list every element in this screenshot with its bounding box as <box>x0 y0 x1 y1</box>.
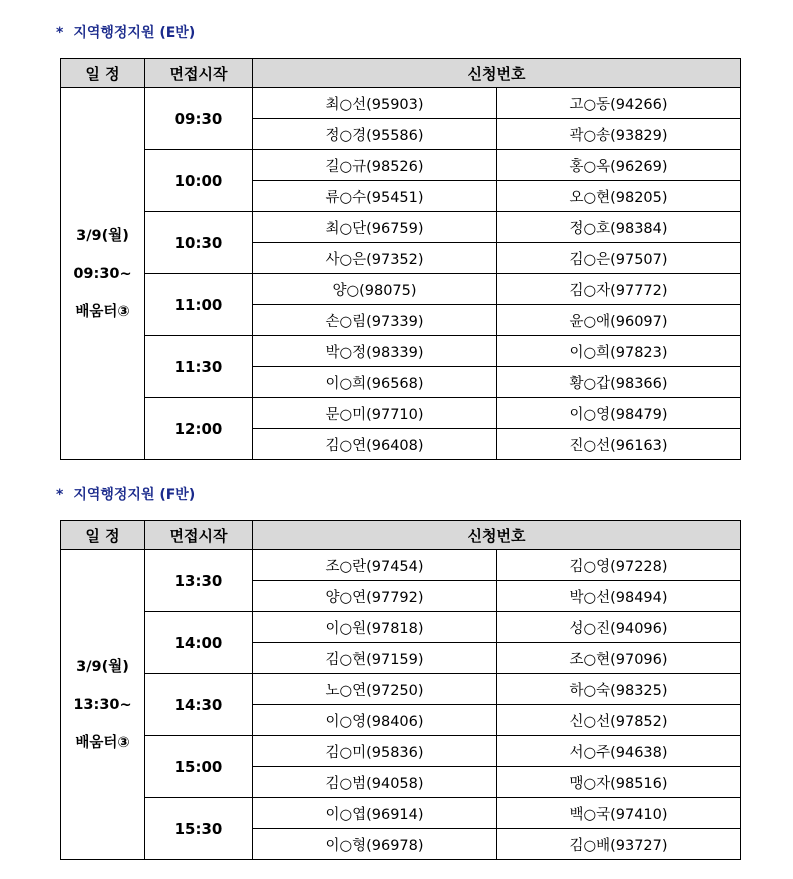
applicant-cell: 이○희(97823) <box>497 336 741 367</box>
schedule-table-f <box>60 520 741 860</box>
date-cell: 3/9(월) 09:30~ 배움터③ <box>61 88 145 460</box>
applicant-cell: 조○현(97096) <box>497 643 741 674</box>
time-cell: 14:30 <box>145 674 253 736</box>
applicant-cell: 하○숙(98325) <box>497 674 741 705</box>
applicant-cell: 류○수(95451) <box>253 181 497 212</box>
applicant-cell: 김○미(95836) <box>253 736 497 767</box>
time-cell: 11:00 <box>145 274 253 336</box>
schedule-table-e <box>60 58 741 460</box>
applicant-cell: 김○은(97507) <box>497 243 741 274</box>
applicant-cell: 김○현(97159) <box>253 643 497 674</box>
applicant-cell: 이○희(96568) <box>253 367 497 398</box>
table-row <box>61 736 741 767</box>
table-row <box>61 674 741 705</box>
table-row <box>61 550 741 581</box>
time-cell: 10:30 <box>145 212 253 274</box>
table-row <box>61 612 741 643</box>
applicant-cell: 윤○애(96097) <box>497 305 741 336</box>
applicant-cell: 박○정(98339) <box>253 336 497 367</box>
table-row <box>61 212 741 243</box>
applicant-cell: 양○연(97792) <box>253 581 497 612</box>
time-cell: 15:00 <box>145 736 253 798</box>
table-header-row <box>61 59 741 88</box>
applicant-cell: 김○범(94058) <box>253 767 497 798</box>
table-row <box>61 88 741 119</box>
applicant-cell: 서○주(94638) <box>497 736 741 767</box>
applicant-cell: 김○영(97228) <box>497 550 741 581</box>
header-time: 면접시작 <box>145 59 253 88</box>
applicant-cell: 성○진(94096) <box>497 612 741 643</box>
time-cell: 10:00 <box>145 150 253 212</box>
applicant-cell: 김○자(97772) <box>497 274 741 305</box>
time-cell: 09:30 <box>145 88 253 150</box>
applicant-cell: 고○동(94266) <box>497 88 741 119</box>
header-applicants: 신청번호 <box>253 59 741 88</box>
table-header-row <box>61 521 741 550</box>
time-cell: 12:00 <box>145 398 253 460</box>
applicant-cell: 신○선(97852) <box>497 705 741 736</box>
applicant-cell: 박○선(98494) <box>497 581 741 612</box>
applicant-cell: 최○선(95903) <box>253 88 497 119</box>
table-row <box>61 274 741 305</box>
applicant-cell: 정○호(98384) <box>497 212 741 243</box>
applicant-cell: 조○란(97454) <box>253 550 497 581</box>
header-time: 면접시작 <box>145 521 253 550</box>
time-cell: 13:30 <box>145 550 253 612</box>
applicant-cell: 최○단(96759) <box>253 212 497 243</box>
applicant-cell: 진○선(96163) <box>497 429 741 460</box>
applicant-cell: 김○연(96408) <box>253 429 497 460</box>
applicant-cell: 홍○옥(96269) <box>497 150 741 181</box>
applicant-cell: 김○배(93727) <box>497 829 741 860</box>
table-row <box>61 398 741 429</box>
header-date: 일 정 <box>61 59 145 88</box>
time-cell: 11:30 <box>145 336 253 398</box>
applicant-cell: 사○은(97352) <box>253 243 497 274</box>
applicant-cell: 맹○자(98516) <box>497 767 741 798</box>
section-title-e: * 지역행정지원 (E반) <box>56 25 196 41</box>
applicant-cell: 문○미(97710) <box>253 398 497 429</box>
section-title-f: * 지역행정지원 (F반) <box>56 487 196 503</box>
header-date: 일 정 <box>61 521 145 550</box>
applicant-cell: 노○연(97250) <box>253 674 497 705</box>
applicant-cell: 이○형(96978) <box>253 829 497 860</box>
applicant-cell: 이○원(97818) <box>253 612 497 643</box>
applicant-cell: 이○엽(96914) <box>253 798 497 829</box>
table-row <box>61 150 741 181</box>
applicant-cell: 황○갑(98366) <box>497 367 741 398</box>
table-row <box>61 798 741 829</box>
applicant-cell: 백○국(97410) <box>497 798 741 829</box>
time-cell: 15:30 <box>145 798 253 860</box>
header-applicants: 신청번호 <box>253 521 741 550</box>
applicant-cell: 오○현(98205) <box>497 181 741 212</box>
date-cell: 3/9(월) 13:30~ 배움터③ <box>61 550 145 860</box>
applicant-cell: 손○림(97339) <box>253 305 497 336</box>
applicant-cell: 양○(98075) <box>253 274 497 305</box>
time-cell: 14:00 <box>145 612 253 674</box>
table-row <box>61 336 741 367</box>
applicant-cell: 이○영(98479) <box>497 398 741 429</box>
applicant-cell: 길○규(98526) <box>253 150 497 181</box>
applicant-cell: 정○경(95586) <box>253 119 497 150</box>
applicant-cell: 곽○송(93829) <box>497 119 741 150</box>
applicant-cell: 이○영(98406) <box>253 705 497 736</box>
